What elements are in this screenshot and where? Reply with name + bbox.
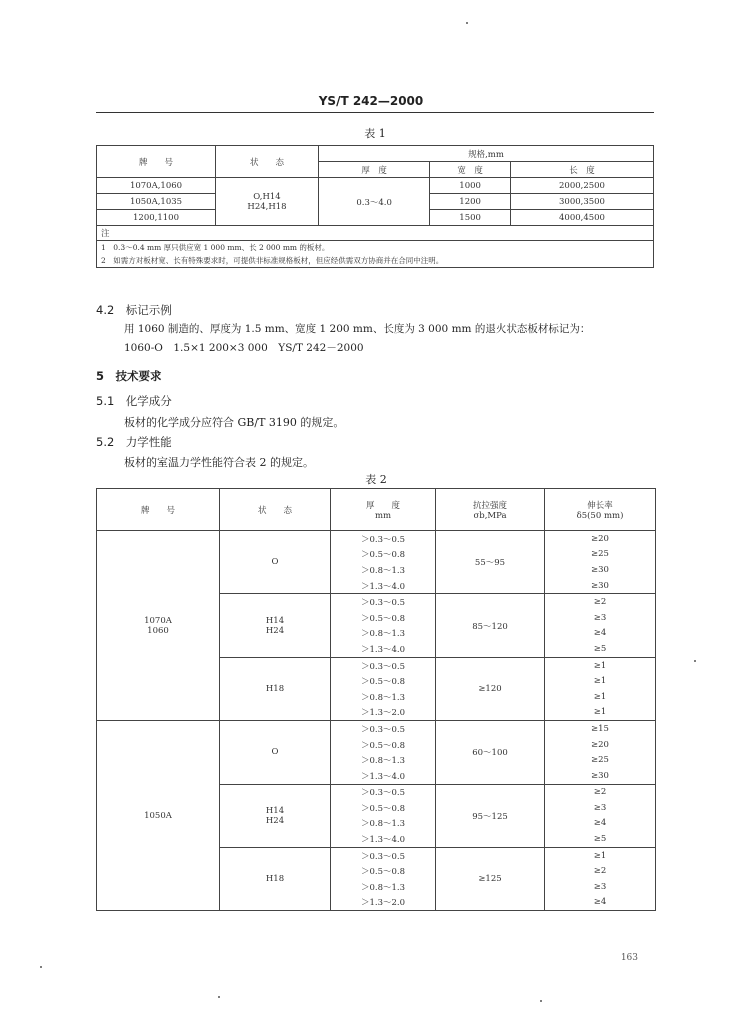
t2-thickness-cell: ＞0.5～0.8 bbox=[331, 547, 436, 563]
t2-state-cell: H18 bbox=[220, 657, 331, 720]
t2-thickness-cell: ＞0.8～1.3 bbox=[331, 816, 436, 832]
t2-state-cell: H14 H24 bbox=[220, 594, 331, 657]
scan-speck bbox=[540, 1000, 542, 1002]
section-4-2-line2: 1060-O 1.5×1 200×3 000 YS/T 242－2000 bbox=[124, 342, 364, 354]
t2-thickness-cell: ＞0.8～1.3 bbox=[331, 689, 436, 705]
table2 bbox=[96, 488, 656, 911]
table2-caption: 表 2 bbox=[365, 473, 387, 486]
t2-header-thickness-unit: mm bbox=[374, 510, 392, 521]
standard-code-header: YS/T 242—2000 bbox=[318, 94, 424, 108]
t2-grade-cell: 1050A bbox=[97, 721, 220, 911]
table-row bbox=[97, 531, 656, 547]
section-4-2-line1: 用 1060 制造的、厚度为 1.5 mm、宽度 1 200 mm、长度为 3 000 mm 的退火状态板材标记为： bbox=[124, 323, 591, 335]
t2-elongation-cell: ≥20 bbox=[545, 531, 656, 547]
t2-elongation-cell: ≥5 bbox=[545, 831, 656, 847]
t2-elongation-cell: ≥30 bbox=[545, 562, 656, 578]
t1-length-cell: 4000,4500 bbox=[510, 210, 653, 226]
t2-elongation-cell: ≥3 bbox=[545, 610, 656, 626]
t2-strength-cell: ≥125 bbox=[436, 847, 545, 910]
t2-thickness-cell: ＞0.8～1.3 bbox=[331, 562, 436, 578]
t2-header-thickness-label: 厚 度 bbox=[365, 500, 400, 511]
t2-strength-cell: 85～120 bbox=[436, 594, 545, 657]
table1-caption: 表 1 bbox=[364, 127, 386, 140]
section-5-2-title: 5.2 力学性能 bbox=[96, 435, 172, 449]
t2-elongation-cell: ≥2 bbox=[545, 784, 656, 800]
t1-grade-cell: 1070A,1060 bbox=[97, 178, 216, 194]
t2-header-tensile-label: 抗拉强度 bbox=[472, 500, 507, 511]
t1-note: 1 0.3～0.4 mm 厚只供应宽 1 000 mm、长 2 000 mm 的板材。 bbox=[97, 241, 654, 255]
t2-thickness-cell: ＞0.5～0.8 bbox=[331, 610, 436, 626]
t2-state-cell: O bbox=[220, 531, 331, 594]
t2-strength-cell: 95～125 bbox=[436, 784, 545, 847]
t1-header-spec: 规格,mm bbox=[319, 146, 654, 162]
t2-thickness-cell: ＞0.3～0.5 bbox=[331, 721, 436, 737]
t2-elongation-cell: ≥1 bbox=[545, 847, 656, 863]
t2-elongation-cell: ≥25 bbox=[545, 547, 656, 563]
t2-thickness-cell: ＞0.5～0.8 bbox=[331, 737, 436, 753]
t1-width-cell: 1500 bbox=[430, 210, 511, 226]
t2-state-cell: H18 bbox=[220, 847, 331, 910]
t1-note-title: 注 bbox=[97, 226, 654, 241]
t2-header-tensile-unit: σb,MPa bbox=[473, 510, 507, 521]
t2-elongation-cell: ≥1 bbox=[545, 689, 656, 705]
t2-grade-cell: 1070A 1060 bbox=[97, 531, 220, 721]
scan-speck bbox=[694, 660, 696, 662]
t2-thickness-cell: ＞1.3～4.0 bbox=[331, 641, 436, 657]
t2-header-elongation bbox=[545, 489, 656, 531]
t2-header-state: 状 态 bbox=[220, 489, 331, 531]
t2-thickness-cell: ＞0.8～1.3 bbox=[331, 626, 436, 642]
t2-elongation-cell: ≥2 bbox=[545, 863, 656, 879]
t2-thickness-cell: ＞0.8～1.3 bbox=[331, 879, 436, 895]
scan-speck bbox=[466, 22, 468, 24]
t2-thickness-cell: ＞1.3～4.0 bbox=[331, 768, 436, 784]
t1-width-cell: 1000 bbox=[430, 178, 511, 194]
header-rule bbox=[96, 112, 654, 113]
t2-elongation-cell: ≥15 bbox=[545, 721, 656, 737]
t1-state-cell: O,H14 H24,H18 bbox=[216, 178, 319, 226]
t2-header-grade: 牌 号 bbox=[97, 489, 220, 531]
t1-length-cell: 2000,2500 bbox=[510, 178, 653, 194]
t2-elongation-cell: ≥3 bbox=[545, 879, 656, 895]
section-5-1-title: 5.1 化学成分 bbox=[96, 394, 172, 408]
t2-elongation-cell: ≥1 bbox=[545, 657, 656, 673]
t2-elongation-cell: ≥30 bbox=[545, 578, 656, 594]
t2-thickness-cell: ＞1.3～2.0 bbox=[331, 705, 436, 721]
t2-thickness-cell: ＞0.3～0.5 bbox=[331, 594, 436, 610]
page-number: 163 bbox=[620, 953, 638, 963]
t2-state-cell: H14 H24 bbox=[220, 784, 331, 847]
t2-header-thickness bbox=[331, 489, 436, 531]
t1-grade-cell: 1050A,1035 bbox=[97, 194, 216, 210]
t2-thickness-cell: ＞1.3～4.0 bbox=[331, 831, 436, 847]
table-row bbox=[97, 721, 656, 737]
t2-strength-cell: 60～100 bbox=[436, 721, 545, 784]
t2-strength-cell: ≥120 bbox=[436, 657, 545, 720]
t1-header-thickness: 厚 度 bbox=[319, 162, 430, 178]
t2-elongation-cell: ≥25 bbox=[545, 752, 656, 768]
t2-elongation-cell: ≥1 bbox=[545, 705, 656, 721]
t2-state-cell: O bbox=[220, 721, 331, 784]
t1-thickness-cell: 0.3～4.0 bbox=[319, 178, 430, 226]
t2-thickness-cell: ＞0.3～0.5 bbox=[331, 531, 436, 547]
t2-elongation-cell: ≥4 bbox=[545, 895, 656, 911]
t2-thickness-cell: ＞1.3～4.0 bbox=[331, 578, 436, 594]
t1-note: 2 如需方对板材宽、长有特殊要求时，可提供非标准规格板材，但应经供需双方协商并在合同中注明。 bbox=[97, 254, 654, 268]
t1-width-cell: 1200 bbox=[430, 194, 511, 210]
t2-elongation-cell: ≥5 bbox=[545, 641, 656, 657]
t2-elongation-cell: ≥20 bbox=[545, 737, 656, 753]
section-5-1-text: 板材的化学成分应符合 GB/T 3190 的规定。 bbox=[124, 416, 345, 429]
t1-header-state: 状 态 bbox=[216, 146, 319, 178]
section-5-2-text: 板材的室温力学性能符合表 2 的规定。 bbox=[124, 456, 314, 469]
t1-length-cell: 3000,3500 bbox=[510, 194, 653, 210]
t2-thickness-cell: ＞0.8～1.3 bbox=[331, 752, 436, 768]
section-5-title: 5 技术要求 bbox=[96, 369, 162, 383]
t2-elongation-cell: ≥4 bbox=[545, 626, 656, 642]
t2-thickness-cell: ＞0.5～0.8 bbox=[331, 673, 436, 689]
t1-header-length: 长 度 bbox=[510, 162, 653, 178]
t2-thickness-cell: ＞0.3～0.5 bbox=[331, 847, 436, 863]
t2-header-elongation-unit: δ5(50 mm) bbox=[576, 510, 624, 521]
t2-elongation-cell: ≥1 bbox=[545, 673, 656, 689]
t2-elongation-cell: ≥3 bbox=[545, 800, 656, 816]
t2-thickness-cell: ＞0.5～0.8 bbox=[331, 800, 436, 816]
t2-elongation-cell: ≥30 bbox=[545, 768, 656, 784]
t2-thickness-cell: ＞1.3～2.0 bbox=[331, 895, 436, 911]
table1 bbox=[96, 145, 654, 268]
t2-thickness-cell: ＞0.5～0.8 bbox=[331, 863, 436, 879]
t2-thickness-cell: ＞0.3～0.5 bbox=[331, 784, 436, 800]
t2-header-elongation-label: 伸长率 bbox=[587, 500, 613, 511]
t1-header-grade: 牌 号 bbox=[97, 146, 216, 178]
scan-speck bbox=[40, 966, 42, 968]
t2-elongation-cell: ≥2 bbox=[545, 594, 656, 610]
t1-header-width: 宽 度 bbox=[430, 162, 511, 178]
scan-speck bbox=[218, 996, 220, 998]
t2-header-tensile bbox=[436, 489, 545, 531]
t1-grade-cell: 1200,1100 bbox=[97, 210, 216, 226]
section-4-2-title: 4.2 标记示例 bbox=[96, 303, 172, 317]
t2-thickness-cell: ＞0.3～0.5 bbox=[331, 657, 436, 673]
t2-elongation-cell: ≥4 bbox=[545, 816, 656, 832]
t2-strength-cell: 55～95 bbox=[436, 531, 545, 594]
